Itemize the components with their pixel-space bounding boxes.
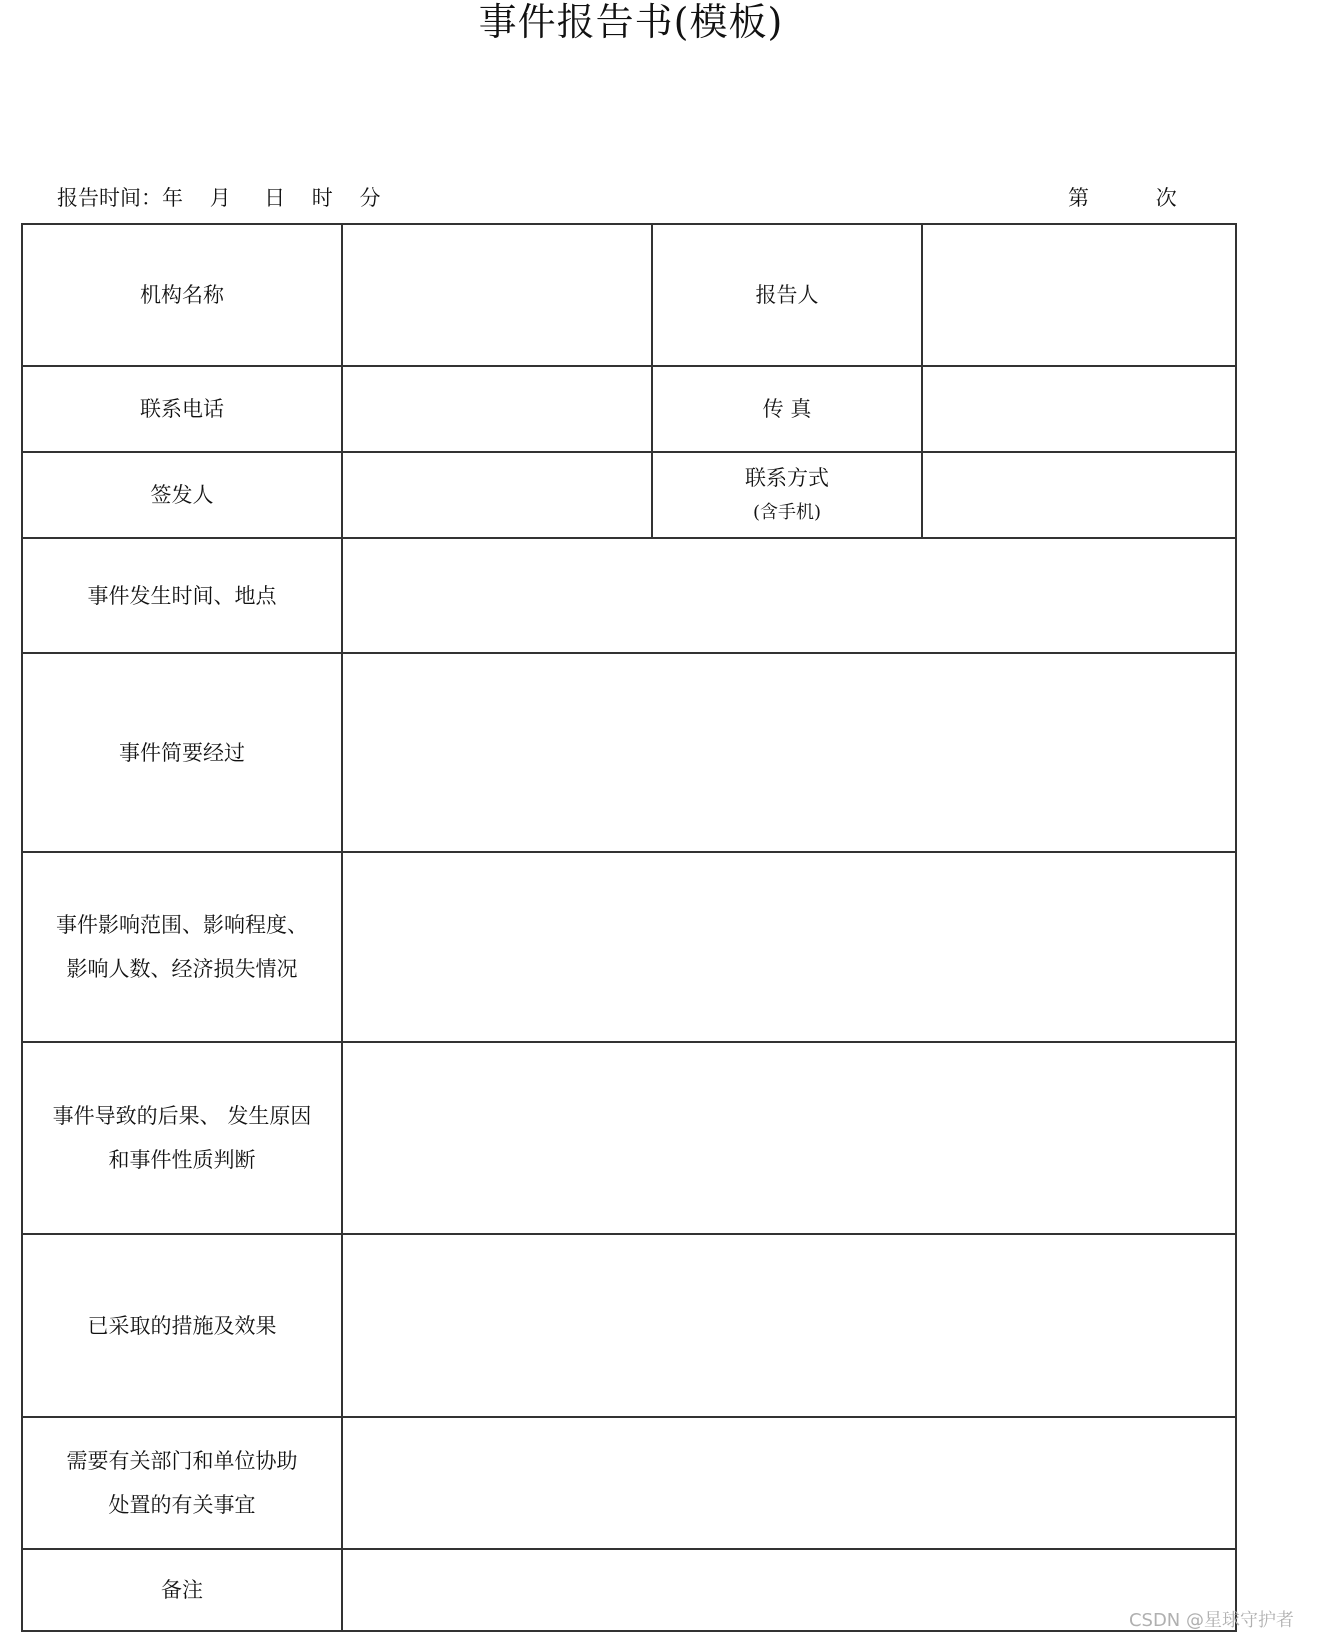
issuer-field[interactable] <box>342 452 652 538</box>
remarks-field[interactable] <box>342 1549 1236 1631</box>
table-row <box>22 1417 1236 1549</box>
contact-label-cell <box>652 452 922 538</box>
report-sequence: 第 次 <box>1068 186 1177 210</box>
table-row <box>22 452 1236 538</box>
table-row <box>22 852 1236 1042</box>
assist-label-line1: 需要有关部门和单位协助 <box>66 1449 298 1473</box>
impact-label-line1: 事件影响范围、影响程度、 <box>56 913 308 937</box>
impact-label-cell <box>22 852 342 1042</box>
reporter-field[interactable] <box>922 224 1236 366</box>
consequence-label-line2: 和事件性质判断 <box>108 1148 256 1172</box>
table-row <box>22 366 1236 452</box>
consequence-label-line1: 事件导致的后果、 发生原因 <box>52 1104 312 1128</box>
contact-note: (含手机) <box>752 502 822 523</box>
table-row <box>22 653 1236 852</box>
time-place-field[interactable] <box>342 538 1236 653</box>
remarks-label: 备注 <box>22 1549 342 1631</box>
measures-field[interactable] <box>342 1234 1236 1417</box>
org-name-label: 机构名称 <box>22 224 342 366</box>
consequence-field[interactable] <box>342 1042 1236 1234</box>
table-row <box>22 1234 1236 1417</box>
watermark: CSDN @星球守护者 <box>1128 1610 1294 1631</box>
fax-field[interactable] <box>922 366 1236 452</box>
contact-field[interactable] <box>922 452 1236 538</box>
table-row <box>22 538 1236 653</box>
table-row <box>22 224 1236 366</box>
contact-label: 联系方式 <box>745 466 829 490</box>
summary-label: 事件简要经过 <box>22 653 342 852</box>
assist-label-line2: 处置的有关事宜 <box>108 1493 256 1517</box>
impact-label-line2: 影响人数、经济损失情况 <box>66 957 298 981</box>
report-time-line: 报告时间：年 月 日 时 分 <box>57 186 381 210</box>
consequence-label-cell <box>22 1042 342 1234</box>
reporter-label: 报告人 <box>652 224 922 366</box>
table-row <box>22 1549 1236 1631</box>
org-name-field[interactable] <box>342 224 652 366</box>
document-title: 事件报告书(模板) <box>478 0 784 44</box>
fax-label: 传 真 <box>652 366 922 452</box>
impact-field[interactable] <box>342 852 1236 1042</box>
time-place-label: 事件发生时间、地点 <box>22 538 342 653</box>
assist-label-cell <box>22 1417 342 1549</box>
table-row <box>22 1042 1236 1234</box>
report-form-table <box>21 223 1237 1632</box>
phone-label: 联系电话 <box>22 366 342 452</box>
assist-field[interactable] <box>342 1417 1236 1549</box>
measures-label: 已采取的措施及效果 <box>22 1234 342 1417</box>
phone-field[interactable] <box>342 366 652 452</box>
summary-field[interactable] <box>342 653 1236 852</box>
issuer-label: 签发人 <box>22 452 342 538</box>
